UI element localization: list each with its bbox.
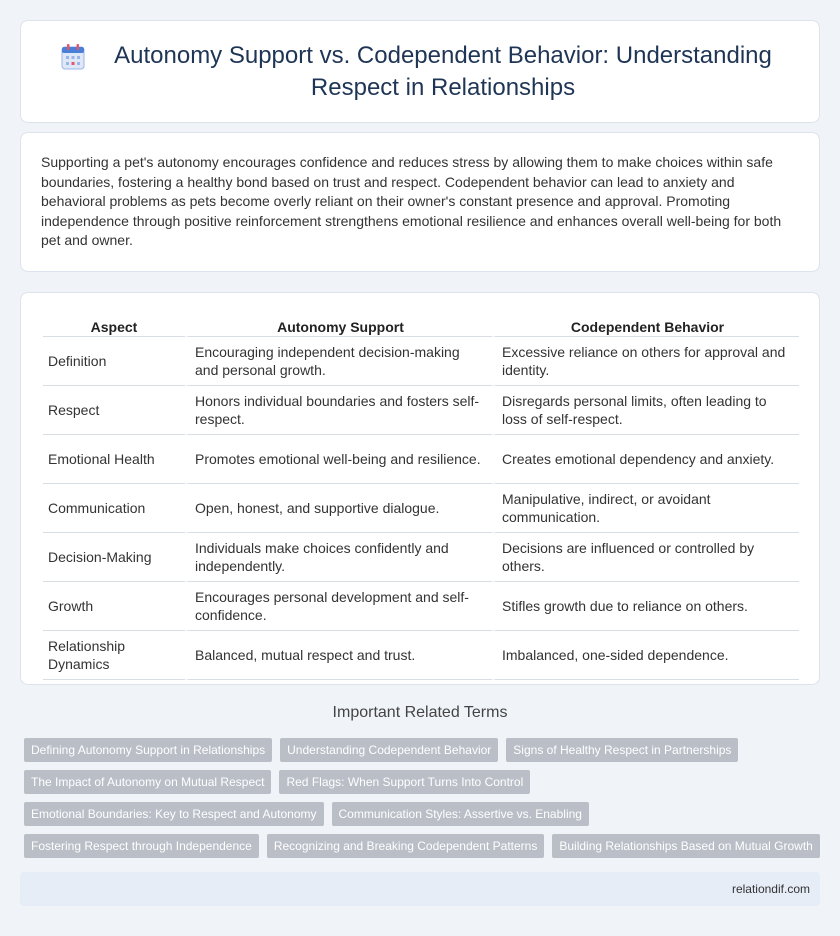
row-aspect: Emotional Health [43,435,185,484]
related-term-tag[interactable]: Fostering Respect through Independence [24,834,259,858]
page-title: Autonomy Support vs. Codependent Behavior: Understanding Respect in Relationships [114,41,772,101]
table-row [43,484,799,533]
row-autonomy: Promotes emotional well-being and resilience. [185,435,492,484]
calendar-icon [61,44,85,70]
table-header-row [43,315,799,337]
header-card [20,20,820,123]
row-autonomy: Open, honest, and supportive dialogue. [185,484,492,533]
related-terms-title: Important Related Terms [332,704,508,721]
row-codependent: Decisions are influenced or controlled by others. [492,533,799,582]
table-row [43,337,799,386]
footer [20,872,820,906]
related-terms-list [24,738,824,858]
table-row [43,533,799,582]
related-term-tag[interactable]: Signs of Healthy Respect in Partnerships [506,738,738,762]
comparison-table [43,315,799,680]
related-term-tag[interactable]: Defining Autonomy Support in Relationships [24,738,272,762]
column-header-codependent: Codependent Behavior [492,315,799,337]
table-row [43,631,799,680]
intro-card [20,132,820,272]
column-header-aspect: Aspect [43,315,185,337]
row-autonomy: Honors individual boundaries and fosters self-respect. [185,386,492,435]
row-aspect: Definition [43,337,185,386]
row-codependent: Imbalanced, one-sided dependence. [492,631,799,680]
related-term-tag[interactable]: Communication Styles: Assertive vs. Enabling [332,802,589,826]
intro-paragraph: Supporting a pet's autonomy encourages confidence and reduces stress by allowing them to make choices within safe boundaries, fostering a healthy bond based on trust and respect. Codependent behavior can lead to anxiety and behavioral problems as pets become overly reliant on their owner's constant presence and approval. Promoting independence through positive reinforcement strengthens emotional resilience and enhances overall well-being for both pet and owner. [41,154,782,248]
table-row [43,386,799,435]
related-term-tag[interactable]: Recognizing and Breaking Codependent Patterns [267,834,545,858]
row-codependent: Creates emotional dependency and anxiety. [492,435,799,484]
row-codependent: Disregards personal limits, often leading to loss of self-respect. [492,386,799,435]
related-term-tag[interactable]: Building Relationships Based on Mutual Growth [552,834,819,858]
table-row [43,435,799,484]
row-autonomy: Individuals make choices confidently and independently. [185,533,492,582]
column-header-autonomy: Autonomy Support [185,315,492,337]
row-aspect: Respect [43,386,185,435]
table-row [43,582,799,631]
row-autonomy: Balanced, mutual respect and trust. [185,631,492,680]
row-autonomy: Encouraging independent decision-making and personal growth. [185,337,492,386]
row-aspect: Relationship Dynamics [43,631,185,680]
related-term-tag[interactable]: Red Flags: When Support Turns Into Control [279,770,530,794]
footer-site-link[interactable]: relationdif.com [731,882,810,896]
related-term-tag[interactable]: Emotional Boundaries: Key to Respect and Autonomy [24,802,324,826]
related-term-tag[interactable]: The Impact of Autonomy on Mutual Respect [24,770,271,794]
row-aspect: Growth [43,582,185,631]
comparison-card [20,292,820,685]
related-term-tag[interactable]: Understanding Codependent Behavior [280,738,498,762]
row-autonomy: Encourages personal development and self-confidence. [185,582,492,631]
row-codependent: Stifles growth due to reliance on others. [492,582,799,631]
row-aspect: Communication [43,484,185,533]
row-aspect: Decision-Making [43,533,185,582]
row-codependent: Manipulative, indirect, or avoidant communication. [492,484,799,533]
row-codependent: Excessive reliance on others for approval and identity. [492,337,799,386]
